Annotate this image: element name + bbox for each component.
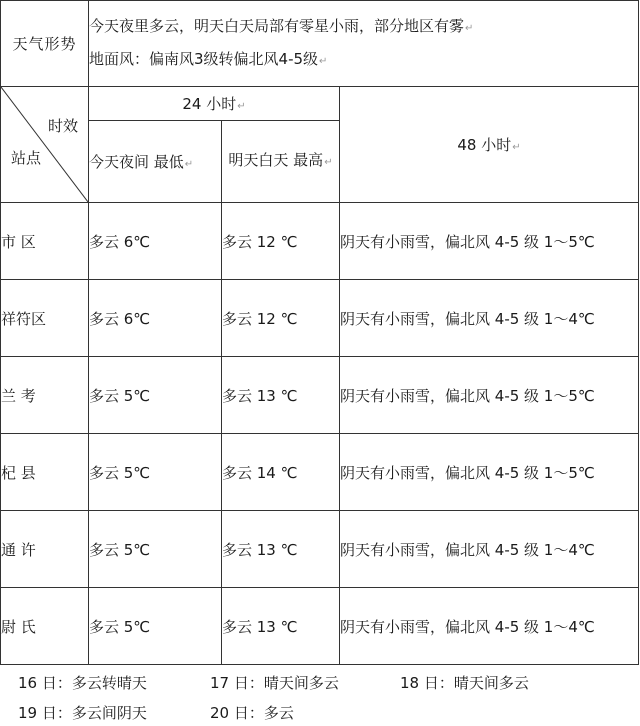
forecast-48h: 阴天有小雨雪，偏北风 4-5 级 1～5℃ [340,434,639,511]
forecast-48h: 阴天有小雨雪，偏北风 4-5 级 1～5℃ [340,357,639,434]
table-row [1,357,639,434]
header-tonight: 今天夜间 最低 [89,153,184,171]
header-48h-cell: 48 小时↵ [340,87,639,203]
table-row [1,280,639,357]
day-forecast: 多云 14 ℃ [222,434,340,511]
forecast-48h: 阴天有小雨雪，偏北风 4-5 级 1～4℃ [340,511,639,588]
station-label: 站点 [11,149,42,167]
table-row [1,203,639,280]
table-row [1,511,639,588]
outlook-day-19: 19 日：多云间阴天 [18,704,147,722]
header-24h-cell: 24 小时↵ [89,87,340,121]
station-name: 杞 县 [1,434,89,511]
diagonal-header-cell [1,87,89,203]
forecast-48h: 阴天有小雨雪，偏北风 4-5 级 1～4℃ [340,588,639,665]
situation-text-cell: 今天夜里多云，明天白天局部有零星小雨，部分地区有雾↵ 地面风：偏南风3级转偏北风4-5级↵ [89,1,639,87]
header-24h: 24 小时 [182,95,237,113]
day-forecast: 多云 13 ℃ [222,511,340,588]
station-name: 兰 考 [1,357,89,434]
night-forecast: 多云 5℃ [89,511,222,588]
station-name: 祥符区 [1,280,89,357]
night-forecast: 多云 5℃ [89,434,222,511]
day-forecast: 多云 13 ℃ [222,588,340,665]
aging-label: 时效 [47,117,78,135]
night-forecast: 多云 5℃ [89,588,222,665]
outlook-day-17: 17 日：晴天间多云 [210,674,339,692]
night-forecast: 多云 6℃ [89,280,222,357]
situation-label: 天气形势 [12,35,77,53]
header-tomorrow-cell: 明天白天 最高↵ [222,121,340,203]
station-name: 通 许 [1,511,89,588]
header-tomorrow: 明天白天 最高 [228,151,324,169]
outlook-day-18: 18 日：晴天间多云 [400,674,529,692]
situation-label-cell [1,1,89,87]
station-name: 尉 氏 [1,588,89,665]
station-name: 市 区 [1,203,89,280]
outlook-section [18,672,628,722]
night-forecast: 多云 6℃ [89,203,222,280]
night-forecast: 多云 5℃ [89,357,222,434]
diagonal-line [1,87,88,202]
outlook-day-16: 16 日：多云转晴天 [18,674,147,692]
day-forecast: 多云 12 ℃ [222,280,340,357]
table-row [1,434,639,511]
situation-line-1: 今天夜里多云，明天白天局部有零星小雨，部分地区有雾 [89,16,465,35]
forecast-48h: 阴天有小雨雪，偏北风 4-5 级 1～4℃ [340,280,639,357]
day-forecast: 多云 13 ℃ [222,357,340,434]
situation-line-2: 地面风：偏南风3级转偏北风4-5级 [89,49,319,68]
header-tonight-cell: 今天夜间 最低↵ [89,121,222,203]
outlook-day-20: 20 日：多云 [210,704,294,722]
forecast-48h: 阴天有小雨雪，偏北风 4-5 级 1～5℃ [340,203,639,280]
table-row [1,588,639,665]
day-forecast: 多云 12 ℃ [222,203,340,280]
header-48h: 48 小时 [457,136,512,154]
